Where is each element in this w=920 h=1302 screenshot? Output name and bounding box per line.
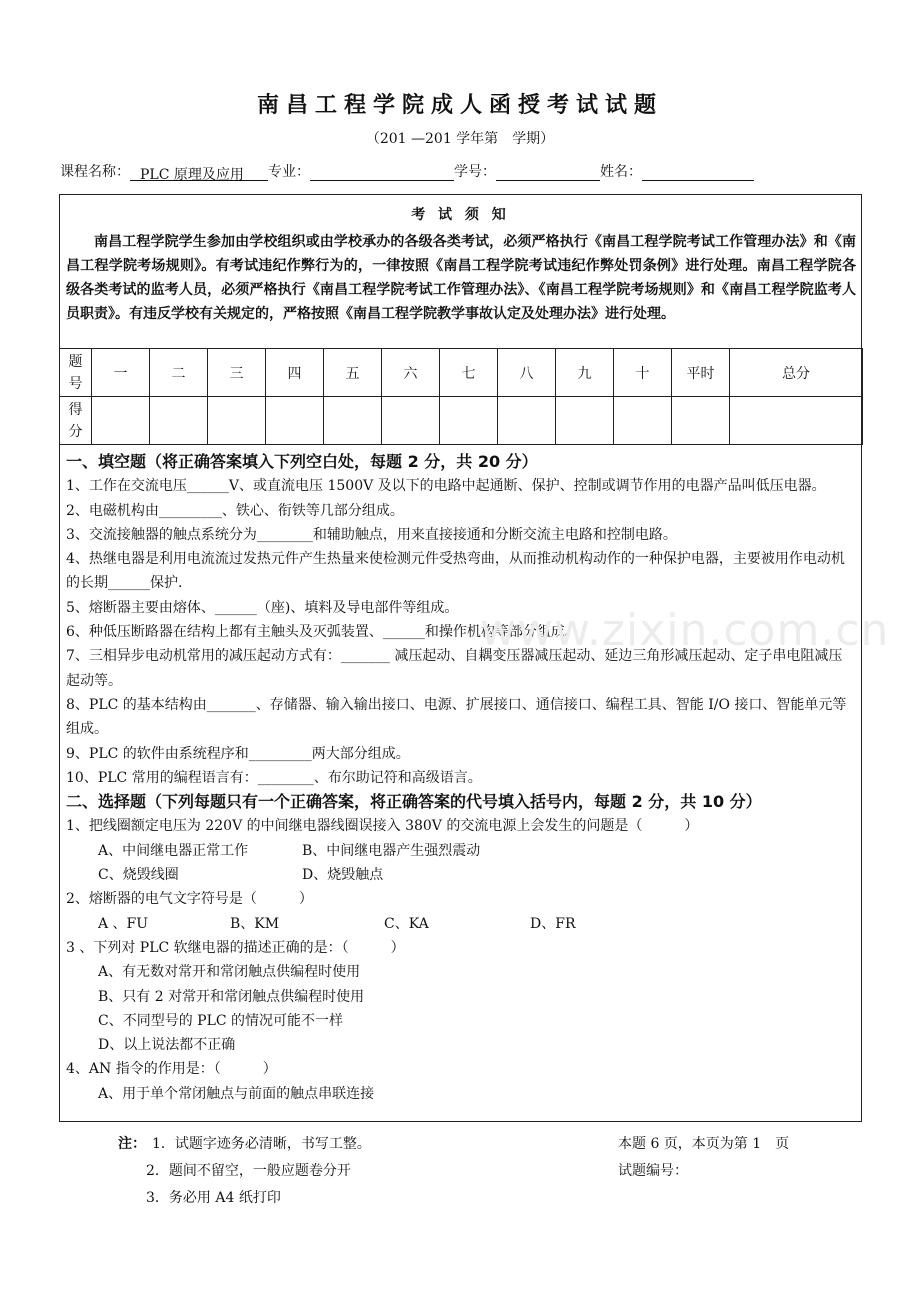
column-header: 总分: [730, 349, 863, 397]
score-cell[interactable]: [672, 397, 730, 445]
notice-title: 考 试 须 知: [411, 207, 510, 223]
score-cell[interactable]: [92, 397, 150, 445]
name-field[interactable]: [642, 164, 754, 181]
fill-blank-question: 5、熔断器主要由熔体、______（座)、填料及导电部件等组成。: [66, 599, 459, 616]
option-c: C、KA: [384, 915, 429, 932]
choice-options-row: [66, 912, 856, 936]
choice-question-4: 4、AN 指令的作用是：（ ）: [66, 1061, 277, 1078]
fill-blank-question: 9、PLC 的软件由系统程序和_________两大部分组成。: [66, 745, 410, 762]
score-cell[interactable]: [614, 397, 672, 445]
choice-question-3: 3 、下列对 PLC 软继电器的描述正确的是：（ ）: [66, 939, 405, 956]
choice-options-row: [66, 839, 856, 863]
fill-blank-question: 3、交流接触器的触点系统分为________和辅助触点，用来直接接通和分断交流主电路和控制电路。: [66, 526, 677, 543]
major-field[interactable]: [310, 164, 454, 181]
fill-blank-question: 6、种低压断路器在结构上都有主触头及灭弧装置、______和操作机构等部分组成。: [66, 624, 579, 641]
score-cell[interactable]: [498, 397, 556, 445]
note-label: 注：: [118, 1136, 146, 1152]
option-a: A、用于单个常闭触点与前面的触点串联连接: [98, 1085, 375, 1102]
option-b: B、中间继电器产生强烈震动: [302, 842, 481, 859]
score-cell[interactable]: [324, 397, 382, 445]
course-value: PLC 原理及应用: [140, 167, 244, 183]
fill-blank-question: 10、PLC 常用的编程语言有：________、布尔助记符和高级语言。: [66, 769, 482, 786]
score-row: [60, 397, 863, 445]
score-cell[interactable]: [556, 397, 614, 445]
column-header: 二: [150, 349, 208, 397]
question-number-label: 题号: [60, 349, 92, 397]
column-header: 十: [614, 349, 672, 397]
student-id-field[interactable]: [496, 164, 600, 181]
score-table: [59, 348, 863, 445]
footer-notes: [118, 1131, 838, 1212]
academic-year: （201 —201 学年第 学期）: [365, 131, 555, 147]
column-header: 九: [556, 349, 614, 397]
column-header: 四: [266, 349, 324, 397]
option-b: B、只有 2 对常开和常闭触点供编程时使用: [98, 988, 365, 1005]
exam-title: 南昌工程学院成人函授考试试题: [256, 93, 663, 118]
fill-blank-question: 2、电磁机构由_________、铁心、衔铁等几部分组成。: [66, 502, 404, 519]
option-b: B、KM: [230, 915, 280, 932]
score-cell[interactable]: [730, 397, 863, 445]
column-header: 三: [208, 349, 266, 397]
student-id-label: 学号：: [454, 164, 496, 180]
note-3: 3．务必用 A4 纸打印: [146, 1190, 281, 1206]
column-header: 六: [382, 349, 440, 397]
column-header: 一: [92, 349, 150, 397]
question-number-row: [60, 349, 863, 397]
score-label: 得分: [60, 397, 92, 445]
note-2: 2．题间不留空，一般应题卷分开: [146, 1163, 351, 1179]
section1-heading: 一、填空题（将正确答案填入下列空白处，每题 2 分，共 20 分）: [66, 452, 538, 471]
choice-question-1: 1、把线圈额定电压为 220V 的中间继电器线圈误接入 380V 的交流电源上会发生的问题是（ ）: [66, 818, 699, 835]
score-cell[interactable]: [382, 397, 440, 445]
major-label: 专业：: [268, 164, 310, 180]
note-1: 1．试题字迹务必清晰，书写工整。: [152, 1136, 371, 1152]
option-a: A、有无数对常开和常闭触点供编程时使用: [98, 964, 361, 981]
score-cell[interactable]: [266, 397, 324, 445]
student-info-line: [60, 161, 754, 181]
column-header: 五: [324, 349, 382, 397]
page-count: 本题 6 页，本页为第 1 页: [618, 1136, 790, 1152]
option-c: C、不同型号的 PLC 的情况可能不一样: [98, 1012, 344, 1029]
watermark: www.zixin.com.cn: [480, 605, 890, 656]
score-cell[interactable]: [150, 397, 208, 445]
choice-question-2: 2、熔断器的电气文字符号是（ ）: [66, 891, 313, 908]
option-a: A 、FU: [98, 915, 149, 932]
fill-blank-question: 1、工作在交流电压______V、或直流电压 1500V 及以下的电路中起通断、保护、控制或调节作用的电器产品叫低压电器。: [66, 478, 826, 495]
option-d: D、FR: [530, 915, 576, 932]
column-header: 平时: [672, 349, 730, 397]
column-header: 七: [440, 349, 498, 397]
course-field[interactable]: [130, 164, 268, 181]
option-c: C、烧毁线圈: [98, 867, 179, 884]
column-header: 八: [498, 349, 556, 397]
section2-heading: 二、选择题（下列每题只有一个正确答案，将正确答案的代号填入括号内，每题 2 分，共 10 分）: [66, 792, 762, 812]
option-d: D、以上说法都不正确: [98, 1037, 236, 1054]
option-a: A、中间继电器正常工作: [98, 842, 249, 859]
name-label: 姓名：: [600, 164, 642, 180]
option-d: D、烧毁触点: [302, 867, 384, 884]
course-label: 课程名称：: [60, 164, 130, 180]
score-cell[interactable]: [440, 397, 498, 445]
notice-body: 南昌工程学院学生参加由学校组织或由学校承办的各级各类考试，必须严格执行《南昌工程学院考试工作管理办法》和《南昌工程学院考场规则》。有考试违纪作弊行为的，一律按照《南昌工程学院考试违纪作弊处罚条例》进行处理。南昌工程学院各级各类考试的监考人员，必须严格执行《南昌工程学院考试工作管理办法》、《南昌工程学院考场规则》和《南昌工程学院监考人员职责》。有违反学校有关规定的，严格按照《南昌工程学院教学事故认定及处理办法》进行处理。: [66, 234, 856, 322]
choice-options-row: [66, 863, 856, 887]
exam-number-label: 试题编号：: [618, 1163, 688, 1179]
fill-blank-question: 8、PLC 的基本结构由_______、存储器、输入输出接口、电源、扩展接口、通信接口、编程工具、智能 I/O 接口、智能单元等组成。: [66, 696, 847, 738]
fill-blank-question: 4、热继电器是利用电流流过发热元件产生热量来使检测元件受热弯曲，从而推动机构动作的一种保护电器，主要被用作电动机的长期______保护.: [66, 551, 845, 592]
exam-content: [66, 450, 856, 1106]
score-cell[interactable]: [208, 397, 266, 445]
fill-blank-question: 7、三相异步电动机常用的减压起动方式有：_______ 减压起动、自耦变压器减压起动、延边三角形减压起动、定子串电阻减压起动等。: [66, 648, 843, 689]
